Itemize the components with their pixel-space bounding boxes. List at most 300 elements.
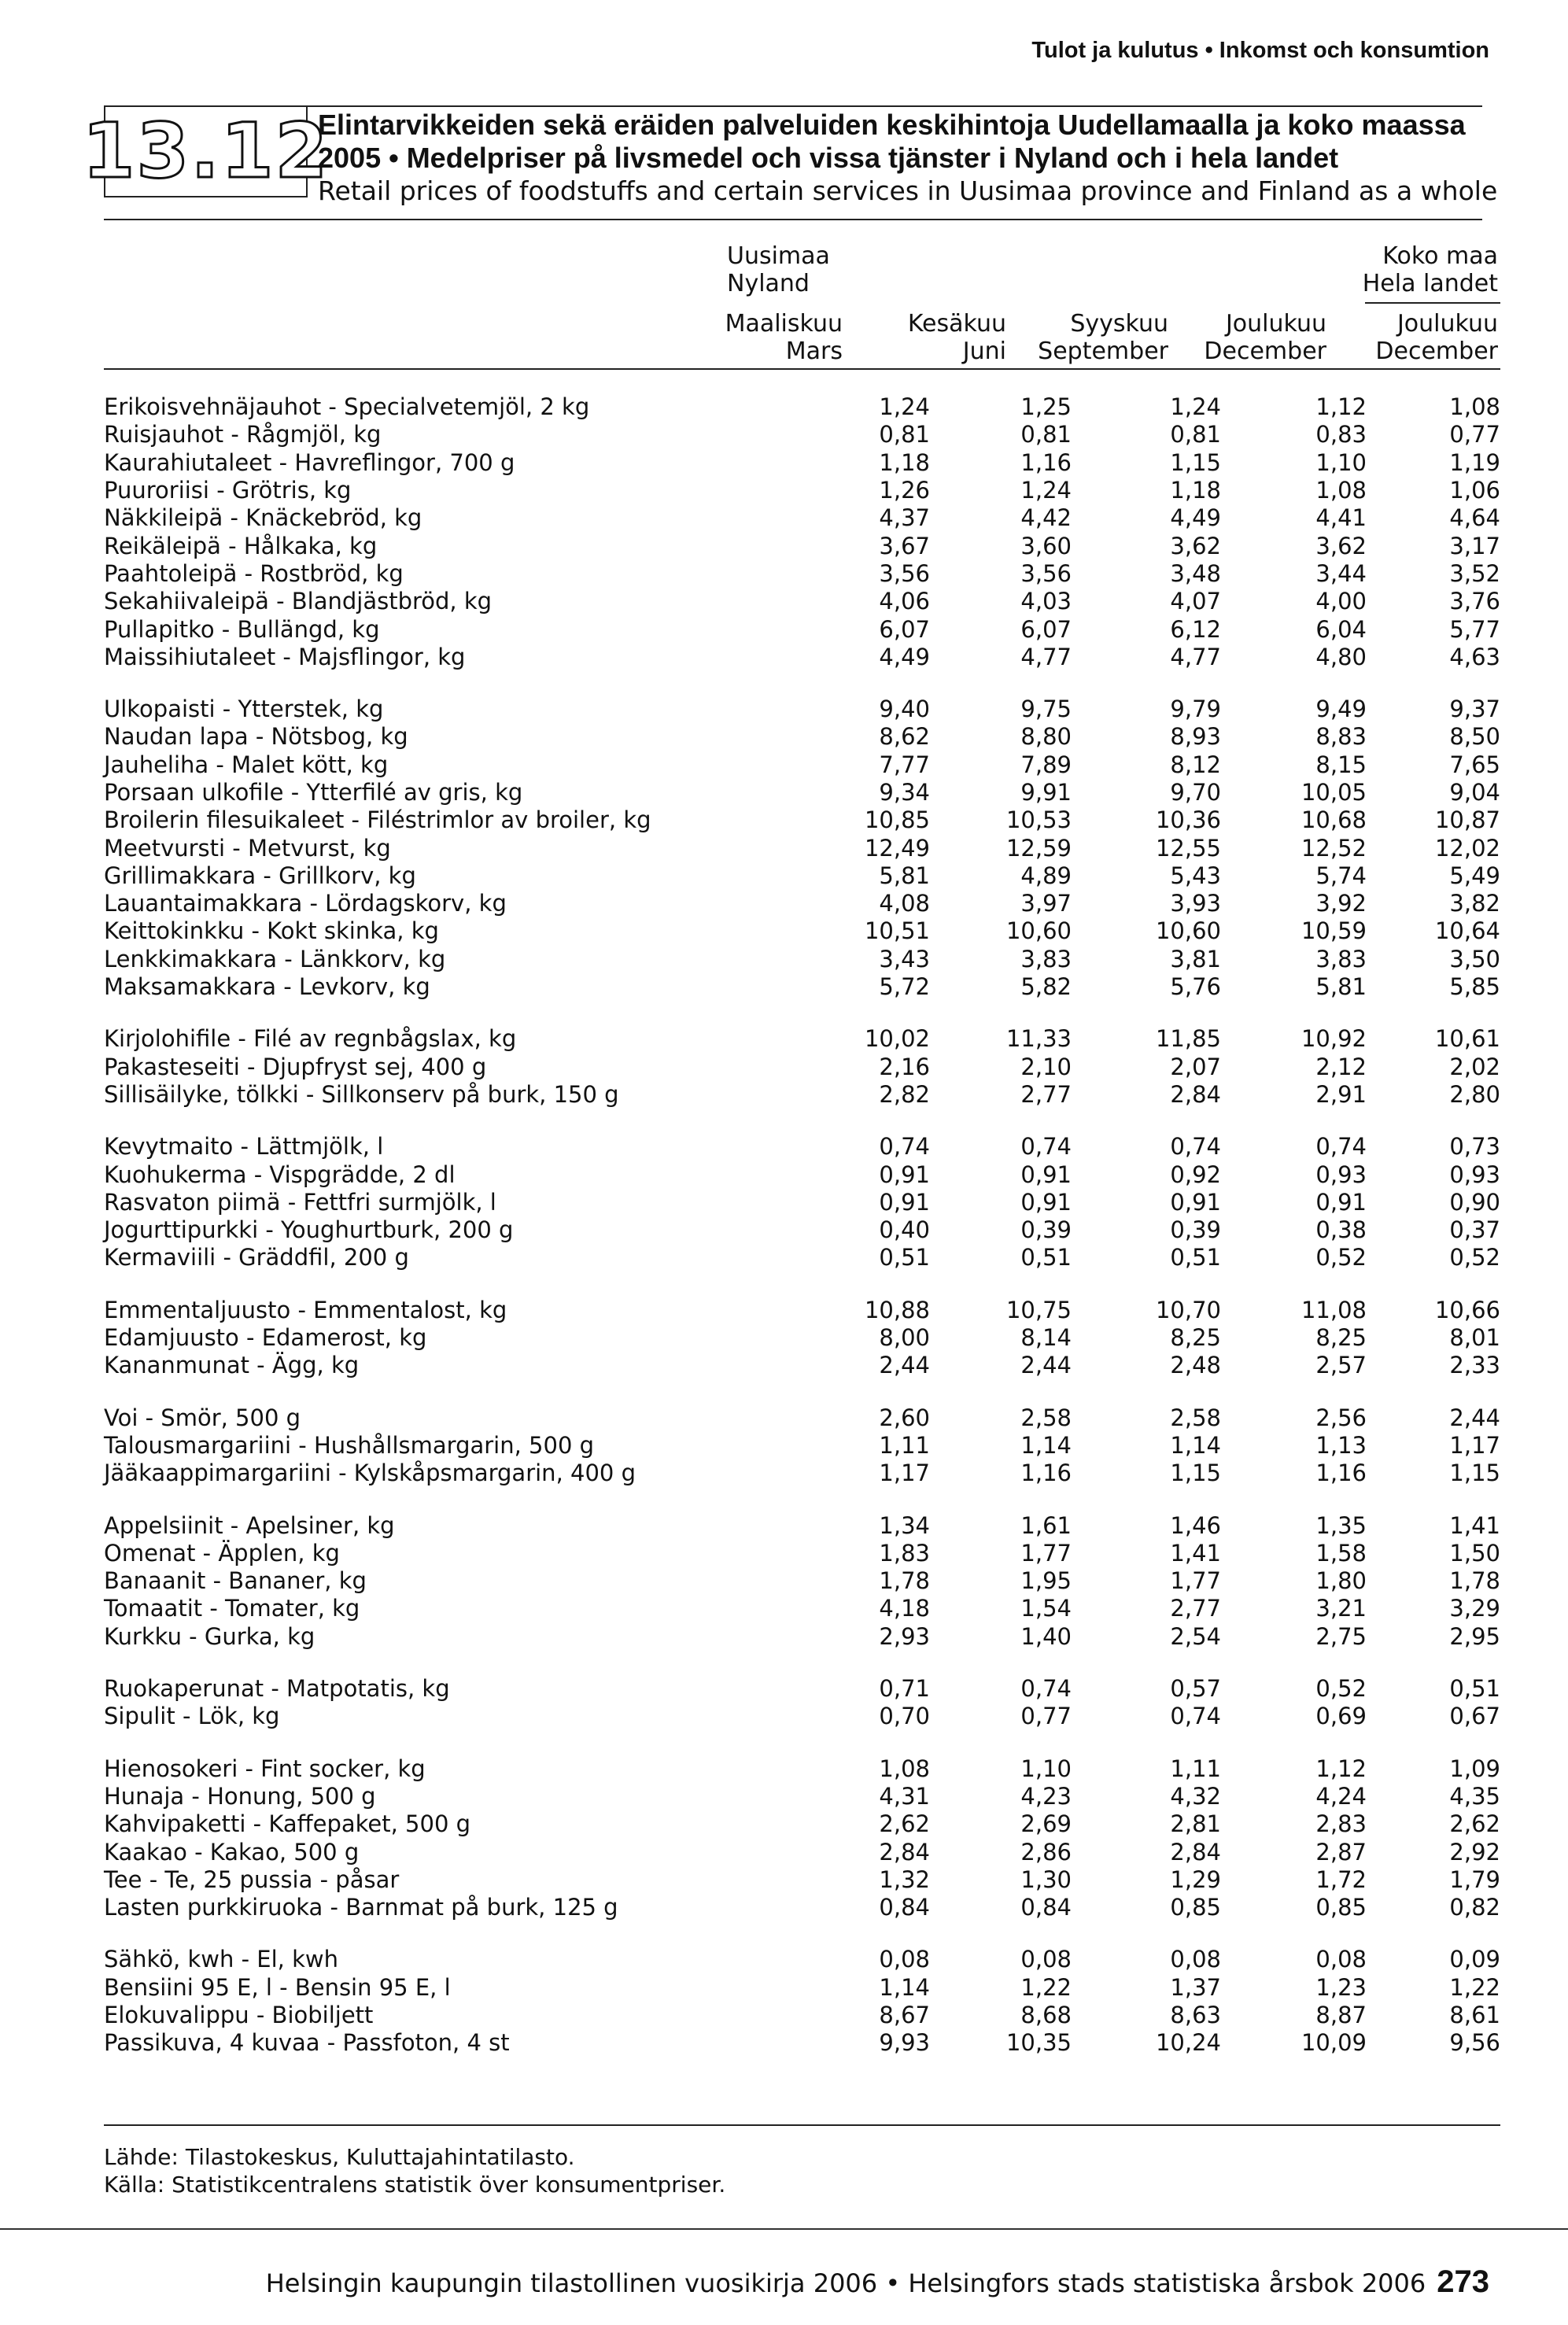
table-row bbox=[104, 1081, 1500, 1109]
price-cell: 2,75 bbox=[1315, 1622, 1367, 1650]
price-cell: 1,83 bbox=[879, 1539, 930, 1567]
item-label: Näkkileipä - Knäckebröd, kg bbox=[104, 504, 422, 532]
item-label: Puuroriisi - Grötris, kg bbox=[104, 477, 352, 504]
price-cell: 0,77 bbox=[1020, 1703, 1072, 1730]
price-cell: 11,33 bbox=[1005, 1025, 1072, 1053]
table-bottom-rule bbox=[104, 2124, 1500, 2126]
table-row bbox=[104, 1540, 1500, 1567]
item-label: Bensiini 95 E, l - Bensin 95 E, l bbox=[104, 1973, 451, 2001]
price-cell: 9,34 bbox=[879, 779, 930, 806]
price-cell: 10,92 bbox=[1301, 1025, 1367, 1053]
item-label: Rasvaton piimä - Fettfri surmjölk, l bbox=[104, 1188, 496, 1216]
price-cell: 10,61 bbox=[1434, 1025, 1500, 1053]
group-spacer-cell bbox=[104, 671, 1500, 696]
item-label: Lauantaimakkara - Lördagskorv, kg bbox=[104, 890, 507, 917]
table-row bbox=[104, 1054, 1500, 1081]
price-cell: 2,60 bbox=[879, 1404, 930, 1431]
table-row bbox=[104, 751, 1500, 779]
group-spacer bbox=[104, 1921, 1500, 1946]
price-cell: 2,87 bbox=[1315, 1838, 1367, 1866]
table-title-sv: 2005 • Medelpriser på livsmedel och vissa tjänster i Nyland och i hela landet bbox=[318, 142, 1339, 174]
price-cell: 0,92 bbox=[1170, 1161, 1221, 1188]
item-label: Sillisäilyke, tölkki - Sillkonserv på burk, 150 g bbox=[104, 1080, 619, 1108]
header-region-uusimaa-fi: Uusimaa bbox=[727, 242, 830, 270]
price-cell: 1,10 bbox=[1315, 448, 1367, 476]
price-cell: 0,51 bbox=[879, 1244, 930, 1271]
price-cell: 2,56 bbox=[1315, 1404, 1367, 1431]
price-cell: 0,82 bbox=[1449, 1894, 1500, 1921]
item-label: Hienosokeri - Fint socker, kg bbox=[104, 1755, 426, 1782]
item-label: Ulkopaisti - Ytterstek, kg bbox=[104, 696, 384, 723]
price-cell: 2,84 bbox=[879, 1838, 930, 1866]
table-row bbox=[104, 779, 1500, 806]
price-cell: 0,69 bbox=[1315, 1703, 1367, 1730]
price-cell: 0,91 bbox=[1020, 1161, 1072, 1188]
price-cell: 2,83 bbox=[1315, 1810, 1367, 1838]
price-cell: 1,54 bbox=[1020, 1595, 1072, 1622]
price-cell: 2,48 bbox=[1170, 1352, 1221, 1379]
header-region-uusimaa-sv: Nyland bbox=[727, 270, 810, 297]
price-cell: 0,40 bbox=[879, 1216, 930, 1244]
price-cell: 3,44 bbox=[1315, 559, 1367, 587]
table-row bbox=[104, 2002, 1500, 2029]
price-cell: 1,78 bbox=[1449, 1567, 1500, 1595]
price-cell: 4,06 bbox=[879, 588, 930, 615]
price-cell: 2,02 bbox=[1449, 1053, 1500, 1080]
price-cell: 1,11 bbox=[879, 1431, 930, 1459]
price-cell: 3,48 bbox=[1170, 559, 1221, 587]
price-cell: 0,52 bbox=[1315, 1244, 1367, 1271]
price-cell: 2,57 bbox=[1315, 1352, 1367, 1379]
price-cell: 0,74 bbox=[1315, 1133, 1367, 1161]
price-cell: 1,16 bbox=[1315, 1460, 1367, 1487]
header-month-3 bbox=[1038, 310, 1168, 365]
item-label: Jääkaappimargariini - Kylskåpsmargarin, 400 g bbox=[104, 1460, 636, 1487]
price-cell: 10,60 bbox=[1155, 917, 1221, 945]
price-cell: 8,83 bbox=[1315, 723, 1367, 751]
price-cell: 2,58 bbox=[1020, 1404, 1072, 1431]
price-cell: 4,32 bbox=[1170, 1782, 1221, 1810]
price-cell: 1,18 bbox=[1170, 477, 1221, 504]
item-label: Maksamakkara - Levkorv, kg bbox=[104, 973, 430, 1001]
item-label: Reikäleipä - Hålkaka, kg bbox=[104, 532, 378, 559]
price-cell: 1,29 bbox=[1170, 1866, 1221, 1893]
price-cell: 2,12 bbox=[1315, 1053, 1367, 1080]
price-cell: 0,09 bbox=[1449, 1946, 1500, 1973]
table-row bbox=[104, 1783, 1500, 1810]
price-cell: 10,70 bbox=[1155, 1296, 1221, 1323]
price-cell: 0,81 bbox=[1170, 421, 1221, 448]
price-cell: 2,07 bbox=[1170, 1053, 1221, 1080]
item-label: Emmentaljuusto - Emmentalost, kg bbox=[104, 1296, 507, 1323]
price-cell: 10,51 bbox=[864, 917, 930, 945]
price-cell: 0,51 bbox=[1170, 1244, 1221, 1271]
item-label: Appelsiinit - Apelsiner, kg bbox=[104, 1511, 395, 1539]
price-cell: 2,91 bbox=[1315, 1080, 1367, 1108]
price-cell: 0,73 bbox=[1449, 1133, 1500, 1161]
price-cell: 1,22 bbox=[1020, 1973, 1072, 2001]
item-label: Passikuva, 4 kuvaa - Passfoton, 4 st bbox=[104, 2029, 510, 2057]
price-cell: 0,74 bbox=[1020, 1133, 1072, 1161]
header-month-2-sv: Juni bbox=[962, 338, 1006, 365]
price-cell: 8,25 bbox=[1315, 1324, 1367, 1352]
price-cell: 1,11 bbox=[1170, 1755, 1221, 1782]
header-month-1-fi: Maaliskuu bbox=[725, 310, 843, 338]
price-cell: 4,63 bbox=[1449, 643, 1500, 670]
price-cell: 1,08 bbox=[1449, 393, 1500, 421]
group-spacer-cell bbox=[104, 1109, 1500, 1133]
price-cell: 7,77 bbox=[879, 751, 930, 778]
price-cell: 5,82 bbox=[1020, 973, 1072, 1001]
item-label: Kevytmaito - Lättmjölk, l bbox=[104, 1133, 384, 1161]
price-cell: 8,61 bbox=[1449, 2001, 1500, 2028]
price-cell: 2,62 bbox=[1449, 1810, 1500, 1838]
price-cell: 8,62 bbox=[879, 723, 930, 751]
table-row bbox=[104, 1810, 1500, 1838]
table-row bbox=[104, 1838, 1500, 1866]
source-sv: Källa: Statistikcentralens statistik över konsumentpriser. bbox=[104, 2172, 726, 2198]
header-month-1-sv: Mars bbox=[785, 338, 843, 365]
price-cell: 4,18 bbox=[879, 1595, 930, 1622]
price-cell: 1,32 bbox=[879, 1866, 930, 1893]
item-label: Jogurttipurkki - Youghurtburk, 200 g bbox=[104, 1216, 514, 1244]
price-cell: 11,08 bbox=[1301, 1296, 1367, 1323]
price-cell: 2,44 bbox=[1020, 1352, 1072, 1379]
price-cell: 9,70 bbox=[1170, 779, 1221, 806]
group-spacer bbox=[104, 1651, 1500, 1675]
price-cell: 1,30 bbox=[1020, 1866, 1072, 1893]
price-cell: 10,75 bbox=[1005, 1296, 1072, 1323]
price-cell: 0,39 bbox=[1170, 1216, 1221, 1244]
group-spacer bbox=[104, 1380, 1500, 1404]
price-cell: 8,00 bbox=[879, 1324, 930, 1352]
price-cell: 2,54 bbox=[1170, 1622, 1221, 1650]
price-cell: 4,23 bbox=[1020, 1782, 1072, 1810]
page-number: 273 bbox=[1437, 2264, 1489, 2299]
price-cell: 10,36 bbox=[1155, 806, 1221, 834]
price-cell: 1,35 bbox=[1315, 1511, 1367, 1539]
price-cell: 0,08 bbox=[1170, 1946, 1221, 1973]
price-cell: 5,85 bbox=[1449, 973, 1500, 1001]
price-cell: 3,60 bbox=[1020, 532, 1072, 559]
price-cell: 8,93 bbox=[1170, 723, 1221, 751]
table-row bbox=[104, 1189, 1500, 1216]
price-cell: 1,16 bbox=[1020, 1460, 1072, 1487]
price-cell: 9,37 bbox=[1449, 696, 1500, 723]
price-cell: 0,70 bbox=[879, 1703, 930, 1730]
item-label: Erikoisvehnäjauhot - Specialvetemjöl, 2 kg bbox=[104, 393, 590, 421]
source-fi: Lähde: Tilastokeskus, Kuluttajahintatilasto. bbox=[104, 2144, 575, 2170]
price-cell: 8,67 bbox=[879, 2001, 930, 2028]
table-row bbox=[104, 946, 1500, 973]
group-spacer-cell bbox=[104, 1380, 1500, 1404]
group-spacer-cell bbox=[104, 1487, 1500, 1511]
price-cell: 0,74 bbox=[879, 1133, 930, 1161]
price-cell: 12,59 bbox=[1005, 834, 1072, 862]
table-row bbox=[104, 1703, 1500, 1730]
table-title-fi: Elintarvikkeiden sekä eräiden palveluiden keskihintoja Uudellamaalla ja koko maassa bbox=[318, 109, 1466, 141]
price-cell: 11,85 bbox=[1155, 1025, 1221, 1053]
header-month-4-sv: December bbox=[1204, 338, 1326, 365]
price-cell: 1,15 bbox=[1170, 1460, 1221, 1487]
price-cell: 10,09 bbox=[1301, 2029, 1367, 2057]
price-cell: 8,01 bbox=[1449, 1324, 1500, 1352]
price-cell: 2,81 bbox=[1170, 1810, 1221, 1838]
item-label: Kaurahiutaleet - Havreflingor, 700 g bbox=[104, 448, 515, 476]
footer-rule bbox=[0, 2228, 1568, 2230]
price-cell: 10,60 bbox=[1005, 917, 1072, 945]
price-cell: 6,07 bbox=[1020, 615, 1072, 643]
price-cell: 4,49 bbox=[1170, 504, 1221, 532]
item-label: Sähkö, kwh - El, kwh bbox=[104, 1946, 339, 1973]
price-cell: 1,34 bbox=[879, 1511, 930, 1539]
item-label: Lasten purkkiruoka - Barnmat på burk, 125 g bbox=[104, 1894, 618, 1921]
price-cell: 0,51 bbox=[1449, 1675, 1500, 1703]
price-cell: 5,76 bbox=[1170, 973, 1221, 1001]
price-table-body bbox=[104, 393, 1500, 2057]
price-cell: 1,78 bbox=[879, 1567, 930, 1595]
price-cell: 0,85 bbox=[1170, 1894, 1221, 1921]
price-cell: 1,37 bbox=[1170, 1973, 1221, 2001]
header-month-4 bbox=[1204, 310, 1326, 365]
group-spacer-cell bbox=[104, 1921, 1500, 1946]
price-cell: 9,75 bbox=[1020, 696, 1072, 723]
price-cell: 8,14 bbox=[1020, 1324, 1072, 1352]
price-cell: 0,81 bbox=[1020, 421, 1072, 448]
price-cell: 1,14 bbox=[879, 1973, 930, 2001]
price-cell: 0,85 bbox=[1315, 1894, 1367, 1921]
price-cell: 8,50 bbox=[1449, 723, 1500, 751]
header-month-2 bbox=[908, 310, 1006, 365]
table-row bbox=[104, 615, 1500, 643]
item-label: Hunaja - Honung, 500 g bbox=[104, 1782, 376, 1810]
price-cell: 1,08 bbox=[1315, 477, 1367, 504]
price-cell: 0,81 bbox=[879, 421, 930, 448]
group-spacer bbox=[104, 1487, 1500, 1511]
price-cell: 3,82 bbox=[1449, 890, 1500, 917]
group-spacer-cell bbox=[104, 1651, 1500, 1675]
item-label: Ruisjauhot - Rågmjöl, kg bbox=[104, 421, 382, 448]
price-cell: 4,77 bbox=[1020, 643, 1072, 670]
table-row bbox=[104, 890, 1500, 917]
price-cell: 5,49 bbox=[1449, 862, 1500, 889]
group-spacer-cell bbox=[104, 1272, 1500, 1297]
price-cell: 1,15 bbox=[1449, 1460, 1500, 1487]
price-cell: 10,02 bbox=[864, 1025, 930, 1053]
price-cell: 2,44 bbox=[879, 1352, 930, 1379]
price-cell: 0,38 bbox=[1315, 1216, 1367, 1244]
price-cell: 4,08 bbox=[879, 890, 930, 917]
header-month-1 bbox=[725, 310, 843, 365]
table-row bbox=[104, 696, 1500, 723]
price-cell: 2,77 bbox=[1170, 1595, 1221, 1622]
group-spacer bbox=[104, 1730, 1500, 1755]
header-bottom-rule bbox=[104, 368, 1500, 370]
table-row bbox=[104, 1946, 1500, 1973]
header-month-3-sv: September bbox=[1038, 338, 1168, 365]
price-cell: 3,97 bbox=[1020, 890, 1072, 917]
item-label: Broilerin filesuikaleet - Filéstrimlor av broiler, kg bbox=[104, 806, 651, 834]
group-spacer bbox=[104, 1109, 1500, 1133]
table-row bbox=[104, 917, 1500, 945]
table-row bbox=[104, 644, 1500, 671]
table-row bbox=[104, 862, 1500, 890]
item-label: Kahvipaketti - Kaffepaket, 500 g bbox=[104, 1810, 471, 1838]
item-label: Kirjolohifile - Filé av regnbågslax, kg bbox=[104, 1025, 517, 1053]
item-label: Omenat - Äpplen, kg bbox=[104, 1539, 340, 1567]
price-cell: 1,06 bbox=[1449, 477, 1500, 504]
group-spacer-cell bbox=[104, 1730, 1500, 1755]
price-cell: 9,49 bbox=[1315, 696, 1367, 723]
item-label: Paahtoleipä - Rostbröd, kg bbox=[104, 559, 404, 587]
price-cell: 2,77 bbox=[1020, 1080, 1072, 1108]
item-label: Talousmargariini - Hushållsmargarin, 500 g bbox=[104, 1431, 595, 1459]
item-label: Meetvursti - Metvurst, kg bbox=[104, 834, 391, 862]
price-cell: 0,39 bbox=[1020, 1216, 1072, 1244]
price-cell: 9,79 bbox=[1170, 696, 1221, 723]
price-cell: 10,05 bbox=[1301, 779, 1367, 806]
table-number: 13.12 bbox=[82, 106, 330, 195]
price-cell: 4,37 bbox=[879, 504, 930, 532]
price-cell: 2,44 bbox=[1449, 1404, 1500, 1431]
price-cell: 3,81 bbox=[1170, 945, 1221, 972]
price-cell: 4,41 bbox=[1315, 504, 1367, 532]
price-cell: 10,53 bbox=[1005, 806, 1072, 834]
price-cell: 1,24 bbox=[879, 393, 930, 421]
price-cell: 9,93 bbox=[879, 2029, 930, 2057]
price-cell: 5,72 bbox=[879, 973, 930, 1001]
table-row bbox=[104, 449, 1500, 477]
price-cell: 1,12 bbox=[1315, 393, 1367, 421]
price-cell: 5,81 bbox=[1315, 973, 1367, 1001]
price-cell: 12,49 bbox=[864, 834, 930, 862]
price-cell: 0,74 bbox=[1170, 1133, 1221, 1161]
price-cell: 10,88 bbox=[864, 1296, 930, 1323]
price-cell: 1,77 bbox=[1020, 1539, 1072, 1567]
price-cell: 8,68 bbox=[1020, 2001, 1072, 2028]
item-label: Sipulit - Lök, kg bbox=[104, 1703, 280, 1730]
price-cell: 5,77 bbox=[1449, 615, 1500, 643]
price-cell: 9,91 bbox=[1020, 779, 1072, 806]
price-cell: 3,52 bbox=[1449, 559, 1500, 587]
table-row bbox=[104, 1352, 1500, 1379]
item-label: Keittokinkku - Kokt skinka, kg bbox=[104, 917, 439, 945]
group-spacer bbox=[104, 1001, 1500, 1025]
price-cell: 2,93 bbox=[879, 1622, 930, 1650]
price-cell: 4,24 bbox=[1315, 1782, 1367, 1810]
table-row bbox=[104, 1297, 1500, 1324]
header-month-3-fi: Syyskuu bbox=[1070, 310, 1168, 338]
price-cell: 7,89 bbox=[1020, 751, 1072, 778]
header-rule-koko-maa bbox=[1365, 302, 1500, 304]
price-cell: 0,08 bbox=[1315, 1946, 1367, 1973]
price-cell: 4,77 bbox=[1170, 643, 1221, 670]
price-cell: 0,91 bbox=[1170, 1188, 1221, 1216]
price-cell: 2,92 bbox=[1449, 1838, 1500, 1866]
item-label: Naudan lapa - Nötsbog, kg bbox=[104, 723, 408, 751]
price-cell: 5,74 bbox=[1315, 862, 1367, 889]
price-cell: 8,15 bbox=[1315, 751, 1367, 778]
price-cell: 1,10 bbox=[1020, 1755, 1072, 1782]
item-label: Ruokaperunat - Matpotatis, kg bbox=[104, 1675, 450, 1703]
price-cell: 3,17 bbox=[1449, 532, 1500, 559]
price-cell: 3,93 bbox=[1170, 890, 1221, 917]
price-cell: 0,77 bbox=[1449, 421, 1500, 448]
price-cell: 1,18 bbox=[879, 448, 930, 476]
price-cell: 10,87 bbox=[1434, 806, 1500, 834]
price-cell: 0,93 bbox=[1449, 1161, 1500, 1188]
price-cell: 1,58 bbox=[1315, 1539, 1367, 1567]
price-cell: 4,35 bbox=[1449, 1782, 1500, 1810]
price-cell: 9,56 bbox=[1449, 2029, 1500, 2057]
table-row bbox=[104, 1404, 1500, 1432]
item-label: Grillimakkara - Grillkorv, kg bbox=[104, 862, 416, 889]
price-cell: 1,24 bbox=[1170, 393, 1221, 421]
item-label: Lenkkimakkara - Länkkorv, kg bbox=[104, 945, 446, 972]
table-row bbox=[104, 1133, 1500, 1161]
price-cell: 4,49 bbox=[879, 643, 930, 670]
price-cell: 3,83 bbox=[1315, 945, 1367, 972]
price-cell: 2,80 bbox=[1449, 1080, 1500, 1108]
price-cell: 3,21 bbox=[1315, 1595, 1367, 1622]
table-row bbox=[104, 1675, 1500, 1703]
price-cell: 1,24 bbox=[1020, 477, 1072, 504]
price-cell: 4,07 bbox=[1170, 588, 1221, 615]
price-cell: 1,46 bbox=[1170, 1511, 1221, 1539]
price-cell: 10,24 bbox=[1155, 2029, 1221, 2057]
group-spacer-cell bbox=[104, 1001, 1500, 1025]
table-row bbox=[104, 1216, 1500, 1244]
price-cell: 4,80 bbox=[1315, 643, 1367, 670]
header-region-koko-maa bbox=[1363, 242, 1498, 297]
price-cell: 3,56 bbox=[1020, 559, 1072, 587]
price-cell: 8,25 bbox=[1170, 1324, 1221, 1352]
price-cell: 1,95 bbox=[1020, 1567, 1072, 1595]
table-row bbox=[104, 723, 1500, 751]
price-cell: 0,74 bbox=[1170, 1703, 1221, 1730]
item-label: Kermaviili - Gräddfil, 200 g bbox=[104, 1244, 409, 1271]
price-cell: 10,68 bbox=[1301, 806, 1367, 834]
price-table bbox=[104, 393, 1500, 2057]
price-cell: 1,77 bbox=[1170, 1567, 1221, 1595]
table-row bbox=[104, 1623, 1500, 1651]
item-label: Sekahiivaleipä - Blandjästbröd, kg bbox=[104, 588, 493, 615]
table-row bbox=[104, 393, 1500, 421]
item-label: Tee - Te, 25 pussia - påsar bbox=[104, 1866, 400, 1893]
table-row bbox=[104, 1567, 1500, 1595]
table-row bbox=[104, 1866, 1500, 1894]
price-cell: 12,55 bbox=[1155, 834, 1221, 862]
price-cell: 2,86 bbox=[1020, 1838, 1072, 1866]
price-cell: 0,71 bbox=[879, 1675, 930, 1703]
price-cell: 4,00 bbox=[1315, 588, 1367, 615]
price-cell: 1,17 bbox=[1449, 1431, 1500, 1459]
price-cell: 6,12 bbox=[1170, 615, 1221, 643]
price-cell: 1,22 bbox=[1449, 1973, 1500, 2001]
price-cell: 0,84 bbox=[1020, 1894, 1072, 1921]
running-head: Tulot ja kulutus • Inkomst och konsumtion bbox=[1031, 38, 1489, 63]
price-cell: 0,67 bbox=[1449, 1703, 1500, 1730]
item-label: Voi - Smör, 500 g bbox=[104, 1404, 301, 1431]
item-label: Banaanit - Bananer, kg bbox=[104, 1567, 367, 1595]
table-row bbox=[104, 973, 1500, 1001]
table-row bbox=[104, 1511, 1500, 1539]
page-footer bbox=[266, 2264, 1489, 2300]
price-cell: 1,61 bbox=[1020, 1511, 1072, 1539]
table-row bbox=[104, 2029, 1500, 2057]
table-row bbox=[104, 1025, 1500, 1053]
price-cell: 0,84 bbox=[879, 1894, 930, 1921]
